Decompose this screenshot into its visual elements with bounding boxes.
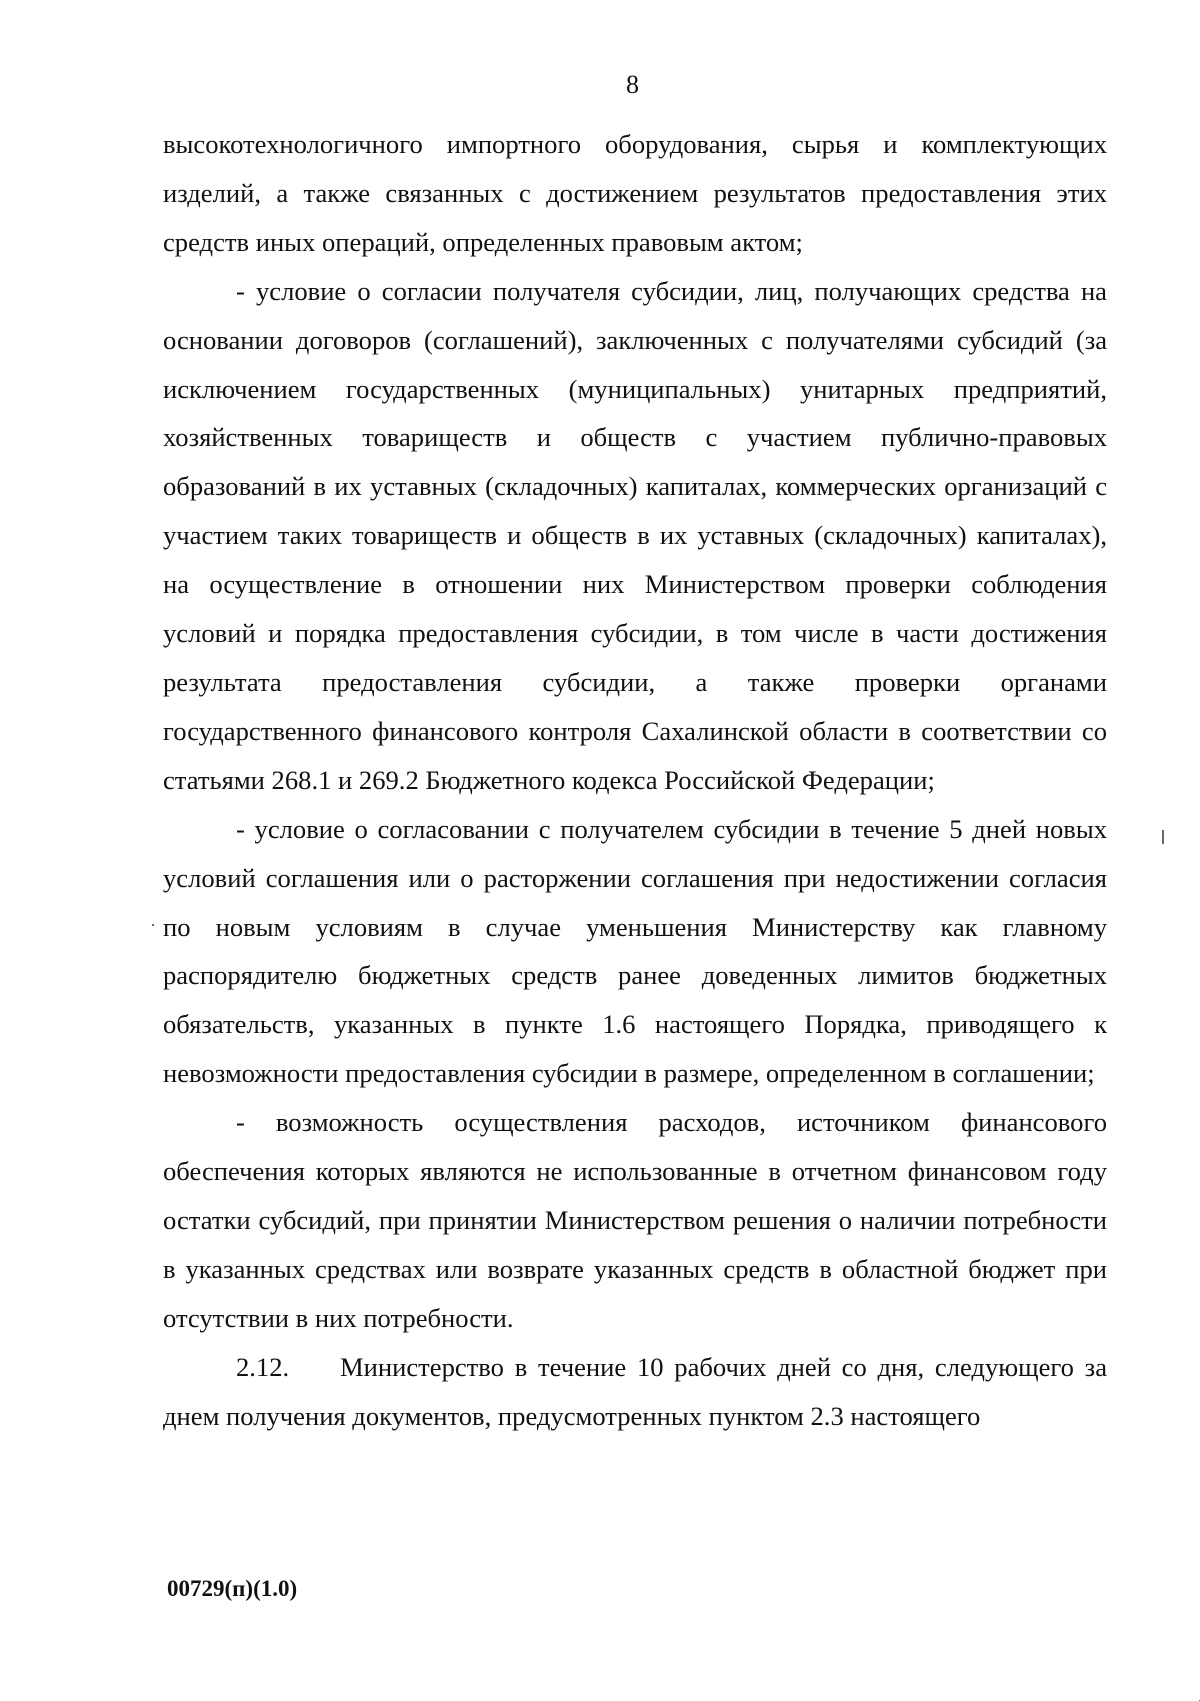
- paragraph-continuation: высокотехнологичного импортного оборудования, сырья и комплектующих изделий, а также связанных с достижением результатов предоставления этих средств иных операций, определенных правовым актом;: [163, 129, 1107, 257]
- paragraph-clause-2-12: [163, 1343, 1107, 1441]
- clause-text: Министерство в течение 10 рабочих дней со дня, следующего за днем получения документов, предусмотренных пунктом 2.3 настоящего: [163, 1351, 1107, 1431]
- paragraph-consent-condition: - условие о согласии получателя субсидии, лиц, получающих средства на основании договоров (соглашений), заключенных с получателями субсидий (за исключением государственных (муниципальных) унитарных предприятий, хозяйственных товариществ и обществ с участием публично-правовых образований в их уставных (складочных) капиталах, коммерческих организаций с участием таких товариществ и обществ в их уставных (складочных) капиталах), на осуществление в отношении них Министерством проверки соблюдения условий и порядка предоставления субсидии, в том числе в части достижения результата предоставления субсидии, а также проверки органами государственного финансового контроля Сахалинской области в соответствии со статьями 268.1 и 269.2 Бюджетного кодекса Российской Федерации;: [163, 275, 1107, 795]
- paragraph-agreement-condition: - условие о согласовании с получателем субсидии в течение 5 дней новых условий соглашения или о расторжении соглашения при недостижении согласия по новым условиям в случае уменьшения Министерству как главному распорядителю бюджетных средств ранее доведенных лимитов бюджетных обязательств, указанных в пункте 1.6 настоящего Порядка, приводящего к невозможности предоставления субсидии в размере, определенном в соглашении;: [163, 813, 1107, 1089]
- document-body: [163, 120, 1107, 1440]
- paragraph-expenditure-possibility: - возможность осуществления расходов, источником финансового обеспечения которых являются не использованные в отчетном финансовом году остатки субсидий, при принятии Министерством решения о наличии потребности в указанных средствах или возврате указанных средств в областной бюджет при отсутствии в них потребности.: [163, 1107, 1107, 1333]
- page-number: 8: [626, 70, 639, 99]
- scan-artifact: [152, 924, 154, 926]
- scan-artifact: [1162, 830, 1164, 844]
- document-code: 00729(п)(1.0): [167, 1576, 298, 1601]
- clause-number: 2.12.: [236, 1351, 290, 1382]
